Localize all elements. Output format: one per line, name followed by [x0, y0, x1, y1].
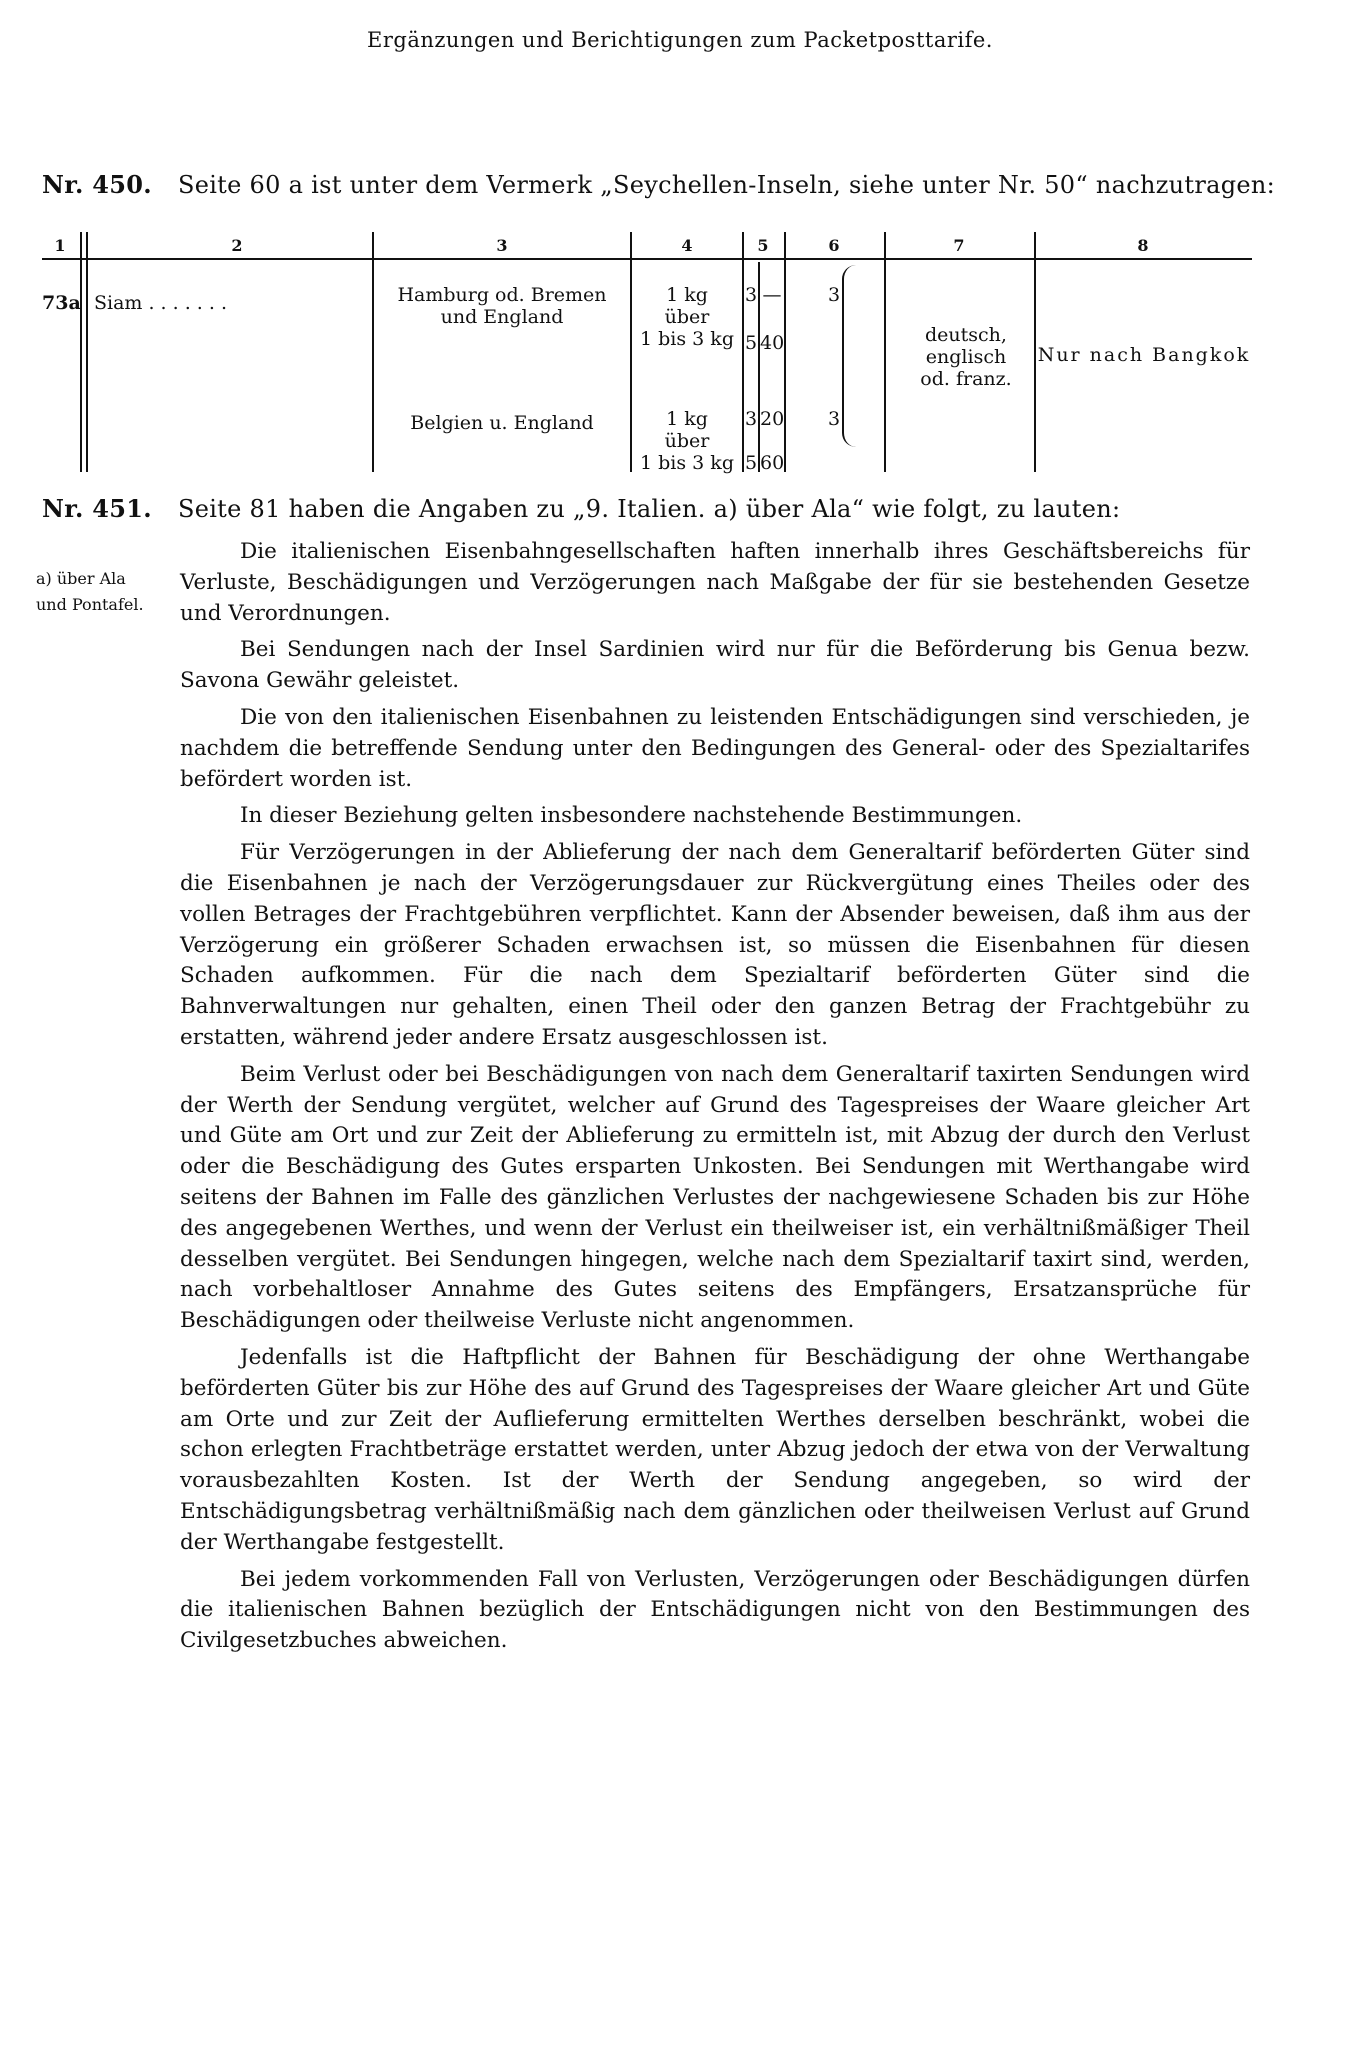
- entry-451: [42, 494, 1252, 523]
- column-divider: [86, 232, 88, 472]
- route-2-col-6: 3: [827, 408, 841, 430]
- column-divider: [884, 232, 886, 472]
- body-text: [180, 537, 1250, 1663]
- column-divider: [372, 232, 374, 472]
- paragraph: Jedenfalls ist die Haftpflicht der Bahnen für Beschädigung der ohne Werthangabe beförderten Güter bis zur Höhe des auf Grund des Tagespreises der Waare gleicher Art und Güte am Orte und zur Zeit der Auflieferung ermittelten Werthes derselben beschränkt, wobei die schon erlegten Frachtbeträge erstattet werden, unter Abzug jedoch der etwa von der Verwaltung vorausbezahlten Kosten. Ist der Werth der Sendung angegeben, so wird der Entschädigungsbetrag verhältnißmäßig nach dem gänzlichen oder theilweisen Verlust auf Grund der Werthangabe festgestellt.: [180, 1344, 1250, 1555]
- route-2-pf-1: 20: [760, 408, 785, 430]
- route-2-mark-2: 5: [744, 452, 758, 474]
- column-number-8: 8: [1137, 236, 1149, 255]
- route-1-weight-1: 1 kg: [666, 284, 708, 306]
- route-2-weight-3: 1 bis 3 kg: [640, 452, 734, 474]
- paragraph: Für Verzögerungen in der Ablieferung der nach dem Generaltarif beförderten Güter sind die Eisenbahnen je nach der Verzögerungsdauer zur Rückvergütung eines Theiles oder des vollen Betrages der Frachtgebühren verpflichtet. Kann der Absender beweisen, daß ihm aus der Verzögerung ein größerer Schaden erwachsen ist, so müssen die Eisenbahnen für diesen Schaden aufkommen. Für die nach dem Spezialtarif beförderten Güter sind die Bahnverwaltungen nur gehalten, einen Theil oder den ganzen Betrag der Frachtgebühr zu erstatten, während jeder andere Ersatz ausgeschlossen ist.: [180, 840, 1250, 1050]
- route-1-mark-1: 3: [744, 284, 758, 306]
- entry-450-text: Seite 60 a ist unter dem Vermerk „Seychellen-Inseln, siehe unter Nr. 50“ nachzutragen:: [177, 171, 1276, 199]
- route-2-pf-2: 60: [760, 452, 785, 474]
- route-2-weight-2: über: [664, 430, 710, 452]
- paragraph: In dieser Beziehung gelten insbesondere nachstehende Bestimmungen.: [240, 803, 1023, 829]
- column-number-5: 5: [757, 236, 769, 255]
- column-divider: [80, 232, 82, 472]
- route-1-line-2: und England: [440, 306, 564, 328]
- table-country: Siam . . . . . . .: [94, 292, 227, 314]
- margin-note-line-2: und Pontafel.: [36, 595, 144, 614]
- route-1-weight-2: über: [664, 306, 710, 328]
- column-divider: [784, 232, 786, 472]
- route-1-mark-2: 5: [744, 332, 758, 354]
- column-divider: [630, 232, 632, 472]
- route-1-col-6: 3: [827, 284, 841, 306]
- paragraph: Bei jedem vorkommenden Fall von Verlusten, Verzögerungen oder Beschädigungen dürfen die italienischen Bahnen bezüglich der Entschädigungen nicht von den Bestimmungen des Civilgesetzbuches abweichen.: [180, 1566, 1250, 1654]
- table-row-id: 73a: [42, 292, 81, 314]
- table-remark: Nur nach Bangkok: [1037, 344, 1251, 366]
- column-number-7: 7: [953, 236, 965, 255]
- languages-brace: [842, 265, 858, 447]
- route-1-weight-3: 1 bis 3 kg: [640, 328, 734, 350]
- route-2-line-1: Belgien u. England: [410, 412, 594, 434]
- table-header-rule: [42, 258, 1252, 260]
- paragraph: Die von den italienischen Eisenbahnen zu leistenden Entschädigungen sind verschieden, je nachdem die betreffende Sendung unter den Bedingungen des General- oder des Spezialtarifes befördert worden ist.: [180, 704, 1250, 792]
- margin-note: [36, 566, 144, 618]
- entry-451-text: Seite 81 haben die Angaben zu „9. Italien. a) über Ala“ wie folgt, zu lauten:: [177, 495, 1121, 523]
- paragraph: Bei Sendungen nach der Insel Sardinien wird nur für die Beförderung bis Genua bezw. Savona Gewähr geleistet.: [180, 637, 1250, 694]
- languages-line-2: englisch: [925, 346, 1007, 368]
- running-head: Ergänzungen und Berichtigungen zum Packetposttarife.: [367, 28, 993, 52]
- route-2-mark-1: 3: [744, 408, 758, 430]
- entry-450: [42, 170, 1276, 199]
- paragraph: Beim Verlust oder bei Beschädigungen von nach dem Generaltarif taxirten Sendungen wird der Werth der Sendung vergütet, welcher auf Grund des Tagespreises der Waare gleicher Art und Güte am Ort und zur Zeit der Ablieferung zu ermitteln ist, mit Abzug der durch den Verlust oder die Beschädigung des Gutes ersparten Unkosten. Bei Sendungen mit Werthangabe wird seitens der Bahnen im Falle des gänzlichen Verlustes der nachgewiesene Schaden bis zur Höhe des angegebenen Werthes, und wenn der Verlust ein theilweiser ist, ein verhältnißmäßiger Theil desselben vergütet. Bei Sendungen hingegen, welche nach dem Spezialtarif taxirt sind, werden, nach vorbehaltloser Annahme des Gutes seitens des Empfängers, Ersatzansprüche für Beschädigungen oder theilweise Verluste nicht angenommen.: [180, 1061, 1250, 1334]
- route-2-weight-1: 1 kg: [666, 408, 708, 430]
- margin-note-line-1: a) über Ala: [36, 569, 126, 588]
- column-number-4: 4: [681, 236, 693, 255]
- column-number-6: 6: [828, 236, 840, 255]
- route-1-pf-1: —: [762, 284, 782, 306]
- column-number-1: 1: [54, 236, 66, 255]
- languages-line-3: od. franz.: [920, 368, 1012, 390]
- tariff-table: [42, 232, 1252, 472]
- route-1-line-1: Hamburg od. Bremen: [397, 284, 607, 306]
- entry-450-number: Nr. 450.: [42, 170, 152, 199]
- column-number-2: 2: [231, 236, 243, 255]
- paragraph: Die italienischen Eisenbahngesellschaften haften innerhalb ihres Geschäftsbereichs für Verluste, Beschädigungen und Verzögerungen nach Maßgabe der für sie bestehenden Gesetze und Verordnungen.: [180, 539, 1250, 626]
- route-1-pf-2: 40: [760, 332, 785, 354]
- column-number-3: 3: [496, 236, 508, 255]
- languages-line-1: deutsch,: [925, 324, 1007, 346]
- entry-451-number: Nr. 451.: [42, 494, 152, 523]
